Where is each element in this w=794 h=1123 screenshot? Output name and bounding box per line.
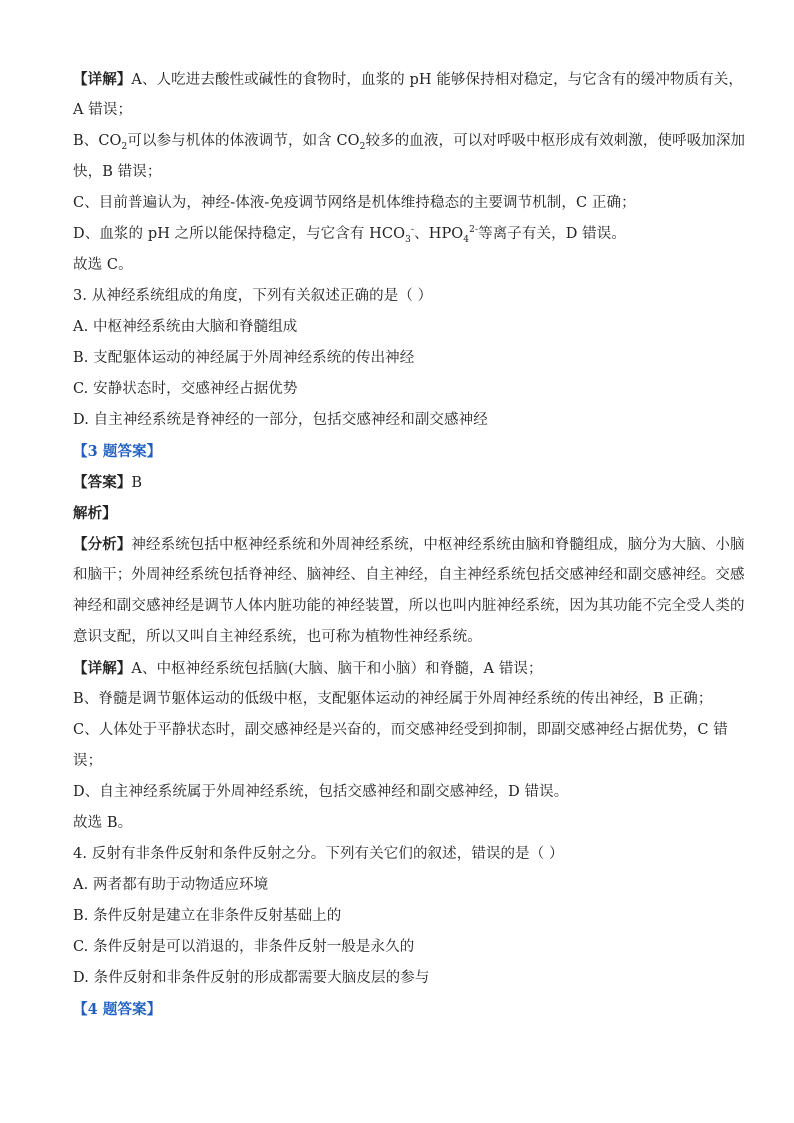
text-span: 可以参与机体的体液调节，如含 CO: [127, 133, 360, 149]
text-line: [73, 715, 733, 746]
subscript: 3: [405, 234, 411, 245]
text-span: 神经系统包括中枢神经系统和外周神经系统，中枢神经系统由脑和脊髓组成，脑分为大脑、小脑: [131, 537, 745, 553]
detail-line-2: [73, 653, 733, 684]
option-text: D. 条件反射和非条件反射的形成都需要大脑皮层的参与: [73, 970, 430, 986]
analysis-sub-label: 【分析】: [73, 536, 132, 553]
text-span: 、HPO: [414, 226, 464, 242]
text-span: C、人体处于平静状态时，副交感神经是兴奋的，而交感神经受到抑制，即副交感神经占据优势，C 错: [73, 722, 728, 738]
text-span: 快，B 错误；: [73, 164, 162, 180]
text-line-ions: [73, 219, 733, 250]
answer-3-line: [73, 467, 733, 498]
text-span: B、脊髓是调节躯体运动的低级中枢，支配躯体运动的神经属于外周神经系统的传出神经，B 正确；: [73, 691, 713, 707]
analysis-heading: [73, 498, 733, 529]
option-text: A. 两者都有助于动物适应环境: [73, 877, 269, 893]
text-span: 故选 B。: [73, 815, 133, 831]
option-text: C. 条件反射是可以消退的，非条件反射一般是永久的: [73, 939, 415, 955]
text-line: [73, 95, 733, 126]
superscript: -: [410, 225, 415, 236]
question-3-option-c: [73, 374, 733, 405]
text-span: 神经和副交感神经是调节人体内脏功能的神经装置，所以也叫内脏神经系统，因为其功能不完全受人类的: [73, 598, 745, 614]
detail-label: 【详解】: [73, 660, 132, 677]
answer-heading: 【3 题答案】: [73, 443, 162, 460]
text-span: C、目前普遍认为，神经-体液-免疫调节网络是机体维持稳态的主要调节机制，C 正确；: [73, 195, 636, 211]
question-4-option-d: [73, 963, 733, 994]
question-text: 3. 从神经系统组成的角度，下列有关叙述正确的是（ ）: [73, 288, 433, 304]
text-span: A 错误；: [73, 102, 133, 118]
subscript: 2: [359, 141, 366, 152]
question-4-option-b: [73, 901, 733, 932]
answer-value: B: [131, 475, 143, 491]
option-text: A. 中枢神经系统由大脑和脊髓组成: [73, 319, 298, 335]
option-text: B. 支配躯体运动的神经属于外周神经系统的传出神经: [73, 350, 415, 366]
subscript: 4: [463, 234, 470, 245]
detail-line-1: [73, 64, 743, 95]
document-page: [73, 64, 746, 1025]
text-span: 误；: [73, 753, 103, 769]
detail-label: 【详解】: [73, 71, 132, 88]
analysis-line-3: [73, 591, 745, 622]
analysis-line-2: [73, 560, 745, 591]
text-line: [73, 746, 733, 777]
text-span: A、中枢神经系统包括脑(大脑、脑干和小脑）和脊髓，A 错误；: [131, 661, 543, 677]
option-text: D. 自主神经系统是脊神经的一部分，包括交感神经和副交感神经: [73, 412, 488, 428]
text-span: B、CO: [73, 133, 122, 149]
analysis-line-1: [73, 529, 745, 560]
answer-3-heading: [73, 436, 733, 467]
text-span: D、血浆的 pH 之所以能保持稳定，与它含有 HCO: [73, 226, 406, 242]
text-span: D、自主神经系统属于外周神经系统，包括交感神经和副交感神经，D 错误。: [73, 784, 569, 800]
answer-4-heading: [73, 994, 733, 1025]
option-text: B. 条件反射是建立在非条件反射基础上的: [73, 908, 342, 924]
question-4-option-a: [73, 870, 733, 901]
text-span: 故选 C。: [73, 257, 133, 273]
answer-heading: 【4 题答案】: [73, 1001, 162, 1018]
question-4-stem: [73, 839, 733, 870]
text-line: [73, 157, 733, 188]
text-line: [73, 188, 733, 219]
question-3-option-d: [73, 405, 733, 436]
analysis-label: 解析】: [73, 505, 117, 522]
text-line: [73, 777, 733, 808]
question-3-stem: [73, 281, 733, 312]
text-span: 等离子有关，D 错误。: [478, 226, 626, 242]
question-3-option-a: [73, 312, 733, 343]
text-span: 和脑干；外周神经系统包括脊神经、脑神经、自主神经，自主神经系统包括交感神经和副交感神经。交感: [73, 567, 745, 583]
option-text: C. 安静状态时，交感神经占据优势: [73, 381, 298, 397]
text-line: [73, 250, 733, 281]
text-span: 较多的血液，可以对呼吸中枢形成有效刺激，使呼吸加深加: [365, 133, 746, 149]
superscript: 2-: [469, 225, 479, 236]
detail-text: A、人吃进去酸性或碱性的食物时，血浆的 pH 能够保持相对稳定，与它含有的缓冲物质有关，: [131, 72, 743, 88]
answer-label: 【答案】: [73, 474, 132, 491]
text-line-co2: [73, 126, 746, 157]
question-3-option-b: [73, 343, 733, 374]
text-span: 意识支配，所以又叫自主神经系统，也可称为植物性神经系统。: [73, 629, 482, 645]
text-line: [73, 684, 733, 715]
subscript: 2: [121, 141, 128, 152]
question-text: 4. 反射有非条件反射和条件反射之分。下列有关它们的叙述，错误的是（ ）: [73, 846, 564, 862]
question-4-option-c: [73, 932, 733, 963]
text-line: [73, 808, 733, 839]
analysis-line-4: [73, 622, 733, 653]
